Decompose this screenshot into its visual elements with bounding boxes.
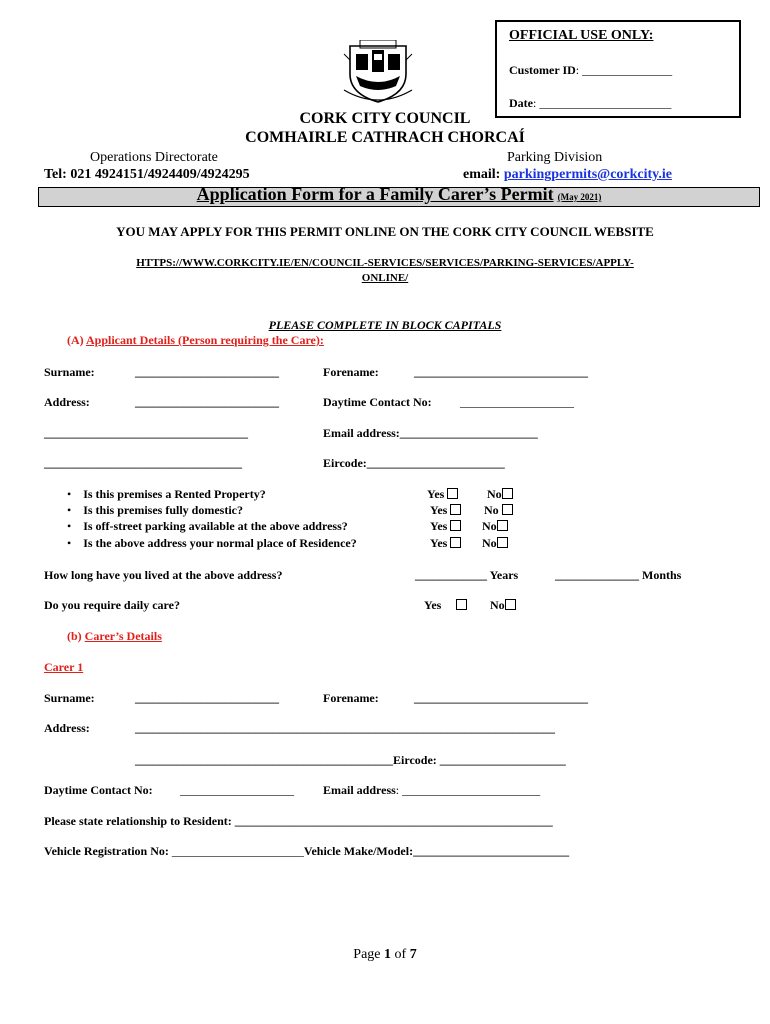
- address-label: Address:: [44, 395, 90, 409]
- daily-care-yes-checkbox[interactable]: [456, 599, 467, 610]
- domestic-no-checkbox[interactable]: [502, 504, 513, 515]
- online-url-2[interactable]: ONLINE/: [361, 272, 409, 284]
- domestic-yes-checkbox[interactable]: [450, 504, 461, 515]
- relationship-field[interactable]: _____________________________________________________: [234, 814, 553, 828]
- of-word: of: [394, 947, 407, 962]
- section-b-title: Carer’s Details: [84, 629, 162, 643]
- years-field[interactable]: ____________: [415, 568, 487, 582]
- address-field-2[interactable]: __________________________________: [44, 426, 248, 440]
- page-word: Page: [353, 947, 381, 962]
- date-line: : ______________________: [533, 96, 672, 110]
- carer-eircode-field[interactable]: _____________________: [439, 753, 566, 767]
- domestic-yes: [430, 503, 461, 518]
- offstreet-no: [482, 519, 508, 534]
- daytime-contact-label: Daytime Contact No:: [323, 395, 432, 409]
- vehicle-row: [44, 844, 569, 859]
- carer-address-label: Address:: [44, 721, 90, 735]
- email-address-label: Email address:: [323, 426, 400, 440]
- tel-line: Tel: 021 4924151/4924409/4924295: [44, 167, 250, 182]
- daytime-contact-field[interactable]: ___________________: [460, 395, 574, 409]
- forename-label: Forename:: [323, 365, 379, 379]
- yes-label: Yes: [430, 519, 448, 533]
- rented-no-checkbox[interactable]: [502, 488, 513, 499]
- residence-yes: [430, 536, 461, 551]
- yes-label: Yes: [430, 503, 448, 517]
- section-a-heading: [67, 333, 324, 348]
- no-label: No: [490, 598, 505, 612]
- no-label: No: [482, 519, 497, 533]
- relationship-row: [44, 814, 553, 829]
- yes-label: Yes: [430, 536, 448, 550]
- carer-eircode-label: Eircode:: [393, 753, 440, 767]
- vehicle-make-field[interactable]: :__________________________: [409, 844, 570, 858]
- section-b-prefix: (b): [67, 629, 85, 643]
- carer-surname-label: Surname:: [44, 691, 95, 705]
- section-a-title: Applicant Details (Person requiring the Care):: [86, 333, 324, 347]
- residence-no-checkbox[interactable]: [497, 537, 508, 548]
- carer-email-field[interactable]: : _______________________: [395, 783, 541, 797]
- customer-id-line: : _______________: [575, 63, 673, 77]
- rented-no: [487, 487, 513, 502]
- question-residence: • Is the above address your normal place of Residence?: [67, 536, 357, 550]
- rented-yes-checkbox[interactable]: [447, 488, 458, 499]
- block-capitals-note: PLEASE COMPLETE IN BLOCK CAPITALS: [268, 318, 502, 332]
- eircode-row: [323, 456, 505, 471]
- question-text: Is off-street parking available at the above address?: [83, 519, 348, 533]
- carer-address-eircode-row: [135, 753, 566, 768]
- question-text: Is this premises fully domestic?: [83, 503, 243, 517]
- online-notice: YOU MAY APPLY FOR THIS PERMIT ONLINE ON THE CORK CITY COUNCIL WEBSITE: [116, 224, 654, 239]
- carer-daytime-label: Daytime Contact No:: [44, 783, 153, 797]
- email-label: email:: [463, 167, 504, 182]
- offstreet-yes: [430, 519, 461, 534]
- form-title: Application Form for a Family Carer’s Permit: [196, 184, 554, 204]
- relationship-label: Please state relationship to Resident:: [44, 814, 232, 828]
- months-label: Months: [642, 568, 682, 582]
- date-row: [509, 96, 671, 111]
- residence-yes-checkbox[interactable]: [450, 537, 461, 548]
- email-link[interactable]: parkingpermits@corkcity.ie: [503, 167, 672, 182]
- carer-surname-field[interactable]: ________________________: [135, 691, 279, 705]
- online-url-1[interactable]: HTTPS://WWW.CORKCITY.IE/EN/COUNCIL-SERVICES/SERVICES/PARKING-SERVICES/APPLY-: [136, 257, 634, 269]
- org-name-ga: COMHAIRLE CATHRACH CHORCAÍ: [245, 129, 525, 146]
- question-text: Is this premises a Rented Property?: [83, 487, 266, 501]
- question-text: Is the above address your normal place of Residence?: [83, 536, 357, 550]
- cork-city-crest-icon: [338, 40, 418, 106]
- division: Parking Division: [507, 150, 603, 165]
- email-line: [463, 167, 672, 183]
- daily-care-no: [490, 598, 516, 613]
- date-label: Date: [509, 96, 533, 110]
- domestic-no: [484, 503, 513, 518]
- section-a-prefix: (A): [67, 333, 86, 347]
- daily-care-label: Do you require daily care?: [44, 598, 180, 612]
- years-label: Years: [489, 568, 519, 582]
- org-name-en: CORK CITY COUNCIL: [299, 110, 471, 127]
- yes-label: Yes: [427, 487, 445, 501]
- email-address-row: [323, 426, 538, 441]
- vehicle-make-label: Vehicle Make/Model: [303, 844, 410, 858]
- daily-care-no-checkbox[interactable]: [505, 599, 516, 610]
- carer-address-field[interactable]: ______________________________________________________________________: [135, 721, 555, 735]
- customer-id-label: Customer ID: [509, 63, 576, 77]
- carer-forename-label: Forename:: [323, 691, 379, 705]
- carer-1-heading: Carer 1: [44, 660, 84, 674]
- vehicle-reg-field[interactable]: ______________________: [171, 844, 304, 858]
- months-field[interactable]: ______________: [555, 568, 639, 582]
- surname-label: Surname:: [44, 365, 95, 379]
- eircode-label: Eircode:: [323, 456, 367, 470]
- offstreet-no-checkbox[interactable]: [497, 520, 508, 531]
- customer-id-row: [509, 63, 672, 78]
- section-b-heading: [67, 629, 162, 644]
- how-long-label: How long have you lived at the above address?: [44, 568, 283, 582]
- rented-yes: [427, 487, 458, 502]
- yes-label: Yes: [424, 598, 442, 612]
- carer-address-field-2[interactable]: ___________________________________________: [135, 753, 393, 767]
- surname-field[interactable]: ________________________: [135, 365, 279, 379]
- official-use-box: [495, 20, 741, 118]
- carer-forename-field[interactable]: _____________________________: [414, 691, 588, 705]
- question-domestic: • Is this premises fully domestic?: [67, 503, 243, 517]
- months-row: [555, 568, 681, 583]
- no-label: No: [484, 503, 499, 517]
- carer-email-row: [323, 783, 540, 798]
- offstreet-yes-checkbox[interactable]: [450, 520, 461, 531]
- eircode-field[interactable]: _______________________: [366, 456, 505, 470]
- address-field[interactable]: ________________________: [135, 395, 279, 409]
- page-total: 7: [409, 947, 417, 962]
- email-address-field[interactable]: _______________________: [399, 426, 538, 440]
- form-version: (May 2021): [557, 192, 602, 202]
- daily-care-yes: [424, 598, 467, 613]
- residence-no: [482, 536, 508, 551]
- page-number: 1: [384, 947, 392, 962]
- form-title-row: [38, 184, 760, 205]
- address-field-3[interactable]: _________________________________: [44, 456, 242, 470]
- no-label: No: [487, 487, 502, 501]
- carer-email-label: Email address: [323, 783, 396, 797]
- carer-daytime-field[interactable]: ___________________: [180, 783, 294, 797]
- question-off-street: • Is off-street parking available at the above address?: [67, 519, 348, 533]
- page-footer: [0, 947, 770, 963]
- directorate: Operations Directorate: [90, 150, 218, 165]
- forename-field[interactable]: _____________________________: [414, 365, 588, 379]
- no-label: No: [482, 536, 497, 550]
- vehicle-reg-label: Vehicle Registration No:: [44, 844, 169, 858]
- question-rented: • Is this premises a Rented Property?: [67, 487, 266, 501]
- years-row: [415, 568, 518, 583]
- official-use-heading: OFFICIAL USE ONLY:: [509, 28, 654, 43]
